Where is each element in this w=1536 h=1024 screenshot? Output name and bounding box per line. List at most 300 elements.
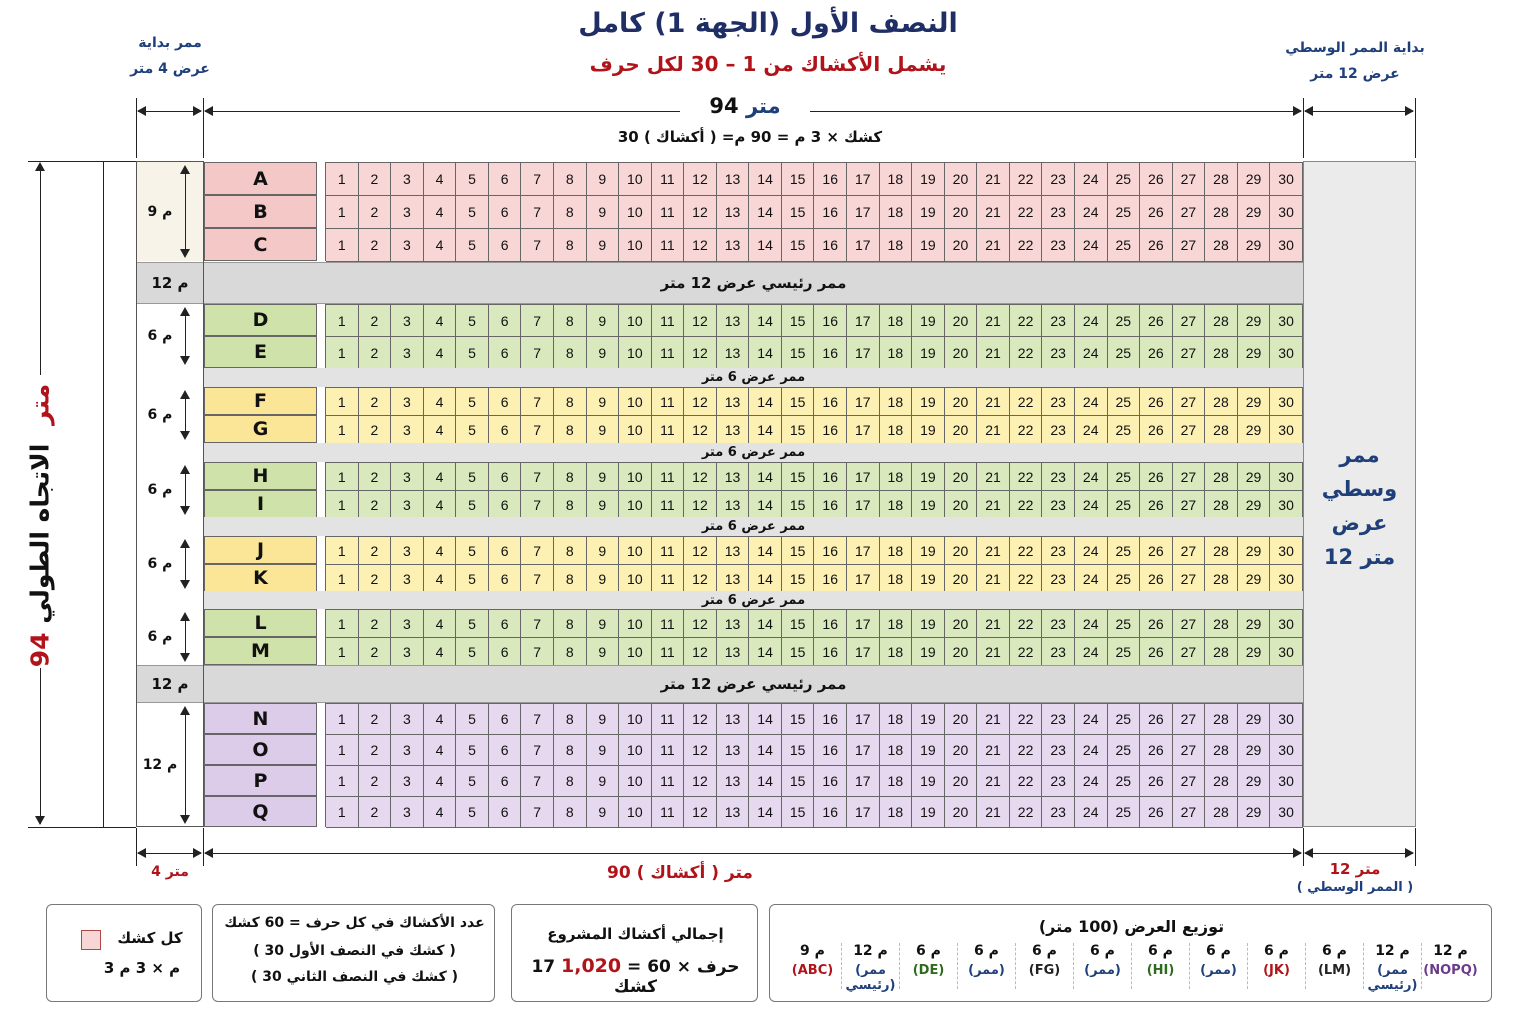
stall-Q-27[interactable]: 27: [1173, 797, 1206, 828]
stall-G-21[interactable]: 21: [977, 416, 1010, 444]
stall-G-22[interactable]: 22: [1010, 416, 1043, 444]
stall-A-20[interactable]: 20: [945, 163, 978, 196]
stall-G-6[interactable]: 6: [489, 416, 522, 444]
stall-O-11[interactable]: 11: [652, 735, 685, 766]
stall-C-5[interactable]: 5: [456, 229, 489, 262]
stall-J-12[interactable]: 12: [684, 537, 717, 565]
stall-Q-23[interactable]: 23: [1042, 797, 1075, 828]
stall-H-2[interactable]: 2: [359, 463, 392, 491]
stall-I-15[interactable]: 15: [782, 491, 815, 519]
stall-M-6[interactable]: 6: [489, 638, 522, 666]
stall-A-24[interactable]: 24: [1075, 163, 1108, 196]
stall-H-5[interactable]: 5: [456, 463, 489, 491]
stall-A-9[interactable]: 9: [587, 163, 620, 196]
stall-F-14[interactable]: 14: [749, 388, 782, 416]
stall-E-9[interactable]: 9: [587, 337, 620, 369]
stall-B-22[interactable]: 22: [1010, 196, 1043, 229]
stall-K-22[interactable]: 22: [1010, 565, 1043, 593]
stall-F-7[interactable]: 7: [521, 388, 554, 416]
stall-A-18[interactable]: 18: [880, 163, 913, 196]
stall-J-26[interactable]: 26: [1140, 537, 1173, 565]
stall-G-3[interactable]: 3: [391, 416, 424, 444]
stall-M-12[interactable]: 12: [684, 638, 717, 666]
stall-M-23[interactable]: 23: [1042, 638, 1075, 666]
stall-I-1[interactable]: 1: [326, 491, 359, 519]
stall-G-11[interactable]: 11: [652, 416, 685, 444]
stall-G-4[interactable]: 4: [424, 416, 457, 444]
stall-F-24[interactable]: 24: [1075, 388, 1108, 416]
stall-A-17[interactable]: 17: [847, 163, 880, 196]
stall-B-24[interactable]: 24: [1075, 196, 1108, 229]
stall-J-5[interactable]: 5: [456, 537, 489, 565]
stall-Q-5[interactable]: 5: [456, 797, 489, 828]
stall-A-21[interactable]: 21: [977, 163, 1010, 196]
stall-I-28[interactable]: 28: [1205, 491, 1238, 519]
stall-M-16[interactable]: 16: [814, 638, 847, 666]
stall-J-28[interactable]: 28: [1205, 537, 1238, 565]
stall-A-26[interactable]: 26: [1140, 163, 1173, 196]
stall-J-7[interactable]: 7: [521, 537, 554, 565]
stall-D-28[interactable]: 28: [1205, 305, 1238, 337]
stall-J-1[interactable]: 1: [326, 537, 359, 565]
stall-H-18[interactable]: 18: [880, 463, 913, 491]
stall-G-25[interactable]: 25: [1108, 416, 1141, 444]
stall-I-23[interactable]: 23: [1042, 491, 1075, 519]
stall-I-30[interactable]: 30: [1270, 491, 1303, 519]
stall-G-17[interactable]: 17: [847, 416, 880, 444]
stall-C-16[interactable]: 16: [814, 229, 847, 262]
stall-O-6[interactable]: 6: [489, 735, 522, 766]
stall-E-29[interactable]: 29: [1238, 337, 1271, 369]
stall-L-11[interactable]: 11: [652, 610, 685, 638]
stall-Q-21[interactable]: 21: [977, 797, 1010, 828]
stall-D-4[interactable]: 4: [424, 305, 457, 337]
stall-O-10[interactable]: 10: [619, 735, 652, 766]
stall-A-6[interactable]: 6: [489, 163, 522, 196]
stall-E-12[interactable]: 12: [684, 337, 717, 369]
stall-M-30[interactable]: 30: [1270, 638, 1303, 666]
stall-O-16[interactable]: 16: [814, 735, 847, 766]
stall-M-20[interactable]: 20: [945, 638, 978, 666]
stall-B-2[interactable]: 2: [359, 196, 392, 229]
stall-P-17[interactable]: 17: [847, 766, 880, 797]
stall-P-11[interactable]: 11: [652, 766, 685, 797]
stall-M-4[interactable]: 4: [424, 638, 457, 666]
stall-I-16[interactable]: 16: [814, 491, 847, 519]
stall-A-11[interactable]: 11: [652, 163, 685, 196]
stall-E-30[interactable]: 30: [1270, 337, 1303, 369]
stall-N-1[interactable]: 1: [326, 704, 359, 735]
stall-F-23[interactable]: 23: [1042, 388, 1075, 416]
stall-K-23[interactable]: 23: [1042, 565, 1075, 593]
stall-J-13[interactable]: 13: [717, 537, 750, 565]
stall-J-18[interactable]: 18: [880, 537, 913, 565]
stall-A-14[interactable]: 14: [749, 163, 782, 196]
stall-C-17[interactable]: 17: [847, 229, 880, 262]
stall-E-25[interactable]: 25: [1108, 337, 1141, 369]
stall-J-14[interactable]: 14: [749, 537, 782, 565]
stall-H-15[interactable]: 15: [782, 463, 815, 491]
stall-Q-30[interactable]: 30: [1270, 797, 1303, 828]
stall-D-24[interactable]: 24: [1075, 305, 1108, 337]
stall-E-10[interactable]: 10: [619, 337, 652, 369]
stall-B-3[interactable]: 3: [391, 196, 424, 229]
stall-G-16[interactable]: 16: [814, 416, 847, 444]
stall-K-26[interactable]: 26: [1140, 565, 1173, 593]
stall-Q-28[interactable]: 28: [1205, 797, 1238, 828]
stall-J-17[interactable]: 17: [847, 537, 880, 565]
stall-P-8[interactable]: 8: [554, 766, 587, 797]
stall-L-16[interactable]: 16: [814, 610, 847, 638]
stall-D-18[interactable]: 18: [880, 305, 913, 337]
stall-B-5[interactable]: 5: [456, 196, 489, 229]
stall-H-16[interactable]: 16: [814, 463, 847, 491]
stall-B-16[interactable]: 16: [814, 196, 847, 229]
stall-A-28[interactable]: 28: [1205, 163, 1238, 196]
stall-M-28[interactable]: 28: [1205, 638, 1238, 666]
stall-K-11[interactable]: 11: [652, 565, 685, 593]
stall-K-15[interactable]: 15: [782, 565, 815, 593]
stall-B-25[interactable]: 25: [1108, 196, 1141, 229]
stall-K-12[interactable]: 12: [684, 565, 717, 593]
stall-K-16[interactable]: 16: [814, 565, 847, 593]
stall-O-27[interactable]: 27: [1173, 735, 1206, 766]
stall-G-13[interactable]: 13: [717, 416, 750, 444]
stall-N-14[interactable]: 14: [749, 704, 782, 735]
stall-L-14[interactable]: 14: [749, 610, 782, 638]
stall-P-9[interactable]: 9: [587, 766, 620, 797]
stall-A-3[interactable]: 3: [391, 163, 424, 196]
stall-M-25[interactable]: 25: [1108, 638, 1141, 666]
stall-Q-10[interactable]: 10: [619, 797, 652, 828]
stall-D-10[interactable]: 10: [619, 305, 652, 337]
stall-B-18[interactable]: 18: [880, 196, 913, 229]
stall-J-20[interactable]: 20: [945, 537, 978, 565]
stall-J-10[interactable]: 10: [619, 537, 652, 565]
stall-J-27[interactable]: 27: [1173, 537, 1206, 565]
stall-N-27[interactable]: 27: [1173, 704, 1206, 735]
stall-C-12[interactable]: 12: [684, 229, 717, 262]
stall-B-15[interactable]: 15: [782, 196, 815, 229]
stall-L-23[interactable]: 23: [1042, 610, 1075, 638]
stall-M-8[interactable]: 8: [554, 638, 587, 666]
stall-I-3[interactable]: 3: [391, 491, 424, 519]
stall-P-12[interactable]: 12: [684, 766, 717, 797]
stall-L-17[interactable]: 17: [847, 610, 880, 638]
stall-A-1[interactable]: 1: [326, 163, 359, 196]
stall-N-25[interactable]: 25: [1108, 704, 1141, 735]
stall-K-28[interactable]: 28: [1205, 565, 1238, 593]
stall-K-13[interactable]: 13: [717, 565, 750, 593]
stall-Q-8[interactable]: 8: [554, 797, 587, 828]
stall-F-10[interactable]: 10: [619, 388, 652, 416]
stall-O-22[interactable]: 22: [1010, 735, 1043, 766]
stall-A-30[interactable]: 30: [1270, 163, 1303, 196]
stall-F-19[interactable]: 19: [912, 388, 945, 416]
stall-J-3[interactable]: 3: [391, 537, 424, 565]
stall-M-26[interactable]: 26: [1140, 638, 1173, 666]
stall-O-21[interactable]: 21: [977, 735, 1010, 766]
stall-G-23[interactable]: 23: [1042, 416, 1075, 444]
stall-C-27[interactable]: 27: [1173, 229, 1206, 262]
stall-P-2[interactable]: 2: [359, 766, 392, 797]
stall-D-13[interactable]: 13: [717, 305, 750, 337]
stall-N-8[interactable]: 8: [554, 704, 587, 735]
stall-Q-18[interactable]: 18: [880, 797, 913, 828]
stall-F-2[interactable]: 2: [359, 388, 392, 416]
stall-N-4[interactable]: 4: [424, 704, 457, 735]
stall-B-26[interactable]: 26: [1140, 196, 1173, 229]
stall-C-14[interactable]: 14: [749, 229, 782, 262]
stall-C-6[interactable]: 6: [489, 229, 522, 262]
stall-H-19[interactable]: 19: [912, 463, 945, 491]
stall-L-9[interactable]: 9: [587, 610, 620, 638]
stall-F-30[interactable]: 30: [1270, 388, 1303, 416]
stall-A-15[interactable]: 15: [782, 163, 815, 196]
stall-I-22[interactable]: 22: [1010, 491, 1043, 519]
stall-E-24[interactable]: 24: [1075, 337, 1108, 369]
stall-F-1[interactable]: 1: [326, 388, 359, 416]
stall-F-3[interactable]: 3: [391, 388, 424, 416]
stall-M-18[interactable]: 18: [880, 638, 913, 666]
stall-O-19[interactable]: 19: [912, 735, 945, 766]
stall-F-12[interactable]: 12: [684, 388, 717, 416]
stall-J-4[interactable]: 4: [424, 537, 457, 565]
stall-C-15[interactable]: 15: [782, 229, 815, 262]
stall-A-29[interactable]: 29: [1238, 163, 1271, 196]
stall-F-18[interactable]: 18: [880, 388, 913, 416]
stall-O-25[interactable]: 25: [1108, 735, 1141, 766]
stall-J-22[interactable]: 22: [1010, 537, 1043, 565]
stall-F-4[interactable]: 4: [424, 388, 457, 416]
stall-N-9[interactable]: 9: [587, 704, 620, 735]
stall-A-7[interactable]: 7: [521, 163, 554, 196]
stall-B-10[interactable]: 10: [619, 196, 652, 229]
stall-K-19[interactable]: 19: [912, 565, 945, 593]
stall-H-26[interactable]: 26: [1140, 463, 1173, 491]
stall-Q-20[interactable]: 20: [945, 797, 978, 828]
stall-P-27[interactable]: 27: [1173, 766, 1206, 797]
stall-K-18[interactable]: 18: [880, 565, 913, 593]
stall-B-17[interactable]: 17: [847, 196, 880, 229]
stall-I-25[interactable]: 25: [1108, 491, 1141, 519]
stall-M-15[interactable]: 15: [782, 638, 815, 666]
stall-B-6[interactable]: 6: [489, 196, 522, 229]
stall-P-23[interactable]: 23: [1042, 766, 1075, 797]
stall-L-15[interactable]: 15: [782, 610, 815, 638]
stall-I-26[interactable]: 26: [1140, 491, 1173, 519]
stall-G-14[interactable]: 14: [749, 416, 782, 444]
stall-L-21[interactable]: 21: [977, 610, 1010, 638]
stall-G-12[interactable]: 12: [684, 416, 717, 444]
stall-M-11[interactable]: 11: [652, 638, 685, 666]
stall-J-15[interactable]: 15: [782, 537, 815, 565]
stall-G-30[interactable]: 30: [1270, 416, 1303, 444]
stall-C-3[interactable]: 3: [391, 229, 424, 262]
stall-O-8[interactable]: 8: [554, 735, 587, 766]
stall-E-19[interactable]: 19: [912, 337, 945, 369]
stall-C-22[interactable]: 22: [1010, 229, 1043, 262]
stall-F-27[interactable]: 27: [1173, 388, 1206, 416]
stall-I-9[interactable]: 9: [587, 491, 620, 519]
stall-G-1[interactable]: 1: [326, 416, 359, 444]
stall-D-8[interactable]: 8: [554, 305, 587, 337]
stall-L-4[interactable]: 4: [424, 610, 457, 638]
stall-P-6[interactable]: 6: [489, 766, 522, 797]
stall-N-29[interactable]: 29: [1238, 704, 1271, 735]
stall-Q-25[interactable]: 25: [1108, 797, 1141, 828]
stall-H-9[interactable]: 9: [587, 463, 620, 491]
stall-O-28[interactable]: 28: [1205, 735, 1238, 766]
stall-F-20[interactable]: 20: [945, 388, 978, 416]
stall-P-4[interactable]: 4: [424, 766, 457, 797]
stall-L-26[interactable]: 26: [1140, 610, 1173, 638]
stall-G-8[interactable]: 8: [554, 416, 587, 444]
stall-D-12[interactable]: 12: [684, 305, 717, 337]
stall-P-28[interactable]: 28: [1205, 766, 1238, 797]
stall-C-11[interactable]: 11: [652, 229, 685, 262]
stall-C-4[interactable]: 4: [424, 229, 457, 262]
stall-P-22[interactable]: 22: [1010, 766, 1043, 797]
stall-J-25[interactable]: 25: [1108, 537, 1141, 565]
stall-A-12[interactable]: 12: [684, 163, 717, 196]
stall-I-21[interactable]: 21: [977, 491, 1010, 519]
stall-A-23[interactable]: 23: [1042, 163, 1075, 196]
stall-D-26[interactable]: 26: [1140, 305, 1173, 337]
stall-E-23[interactable]: 23: [1042, 337, 1075, 369]
stall-C-29[interactable]: 29: [1238, 229, 1271, 262]
stall-L-29[interactable]: 29: [1238, 610, 1271, 638]
stall-E-4[interactable]: 4: [424, 337, 457, 369]
stall-Q-4[interactable]: 4: [424, 797, 457, 828]
stall-M-21[interactable]: 21: [977, 638, 1010, 666]
stall-F-8[interactable]: 8: [554, 388, 587, 416]
stall-E-18[interactable]: 18: [880, 337, 913, 369]
stall-O-4[interactable]: 4: [424, 735, 457, 766]
stall-M-17[interactable]: 17: [847, 638, 880, 666]
stall-E-11[interactable]: 11: [652, 337, 685, 369]
stall-C-26[interactable]: 26: [1140, 229, 1173, 262]
stall-E-2[interactable]: 2: [359, 337, 392, 369]
stall-P-30[interactable]: 30: [1270, 766, 1303, 797]
stall-H-30[interactable]: 30: [1270, 463, 1303, 491]
stall-K-6[interactable]: 6: [489, 565, 522, 593]
stall-Q-2[interactable]: 2: [359, 797, 392, 828]
stall-E-21[interactable]: 21: [977, 337, 1010, 369]
stall-Q-19[interactable]: 19: [912, 797, 945, 828]
stall-H-13[interactable]: 13: [717, 463, 750, 491]
stall-D-14[interactable]: 14: [749, 305, 782, 337]
stall-P-19[interactable]: 19: [912, 766, 945, 797]
stall-N-2[interactable]: 2: [359, 704, 392, 735]
stall-F-15[interactable]: 15: [782, 388, 815, 416]
stall-B-4[interactable]: 4: [424, 196, 457, 229]
stall-D-25[interactable]: 25: [1108, 305, 1141, 337]
stall-Q-26[interactable]: 26: [1140, 797, 1173, 828]
stall-P-5[interactable]: 5: [456, 766, 489, 797]
stall-P-7[interactable]: 7: [521, 766, 554, 797]
stall-K-17[interactable]: 17: [847, 565, 880, 593]
stall-I-2[interactable]: 2: [359, 491, 392, 519]
stall-Q-29[interactable]: 29: [1238, 797, 1271, 828]
stall-C-30[interactable]: 30: [1270, 229, 1303, 262]
stall-G-19[interactable]: 19: [912, 416, 945, 444]
stall-H-1[interactable]: 1: [326, 463, 359, 491]
stall-B-13[interactable]: 13: [717, 196, 750, 229]
stall-J-29[interactable]: 29: [1238, 537, 1271, 565]
stall-E-26[interactable]: 26: [1140, 337, 1173, 369]
stall-L-28[interactable]: 28: [1205, 610, 1238, 638]
stall-Q-15[interactable]: 15: [782, 797, 815, 828]
stall-N-12[interactable]: 12: [684, 704, 717, 735]
stall-L-2[interactable]: 2: [359, 610, 392, 638]
stall-L-7[interactable]: 7: [521, 610, 554, 638]
stall-M-27[interactable]: 27: [1173, 638, 1206, 666]
stall-B-27[interactable]: 27: [1173, 196, 1206, 229]
stall-K-29[interactable]: 29: [1238, 565, 1271, 593]
stall-Q-9[interactable]: 9: [587, 797, 620, 828]
stall-I-7[interactable]: 7: [521, 491, 554, 519]
stall-I-11[interactable]: 11: [652, 491, 685, 519]
stall-P-16[interactable]: 16: [814, 766, 847, 797]
stall-C-24[interactable]: 24: [1075, 229, 1108, 262]
stall-N-18[interactable]: 18: [880, 704, 913, 735]
stall-C-1[interactable]: 1: [326, 229, 359, 262]
stall-K-1[interactable]: 1: [326, 565, 359, 593]
stall-C-20[interactable]: 20: [945, 229, 978, 262]
stall-I-13[interactable]: 13: [717, 491, 750, 519]
stall-A-5[interactable]: 5: [456, 163, 489, 196]
stall-P-20[interactable]: 20: [945, 766, 978, 797]
stall-H-29[interactable]: 29: [1238, 463, 1271, 491]
stall-N-22[interactable]: 22: [1010, 704, 1043, 735]
stall-N-5[interactable]: 5: [456, 704, 489, 735]
stall-N-26[interactable]: 26: [1140, 704, 1173, 735]
stall-D-30[interactable]: 30: [1270, 305, 1303, 337]
stall-A-19[interactable]: 19: [912, 163, 945, 196]
stall-D-5[interactable]: 5: [456, 305, 489, 337]
stall-N-20[interactable]: 20: [945, 704, 978, 735]
stall-J-2[interactable]: 2: [359, 537, 392, 565]
stall-C-23[interactable]: 23: [1042, 229, 1075, 262]
stall-D-17[interactable]: 17: [847, 305, 880, 337]
stall-D-9[interactable]: 9: [587, 305, 620, 337]
stall-M-13[interactable]: 13: [717, 638, 750, 666]
stall-O-13[interactable]: 13: [717, 735, 750, 766]
stall-N-15[interactable]: 15: [782, 704, 815, 735]
stall-F-28[interactable]: 28: [1205, 388, 1238, 416]
stall-O-1[interactable]: 1: [326, 735, 359, 766]
stall-J-16[interactable]: 16: [814, 537, 847, 565]
stall-L-5[interactable]: 5: [456, 610, 489, 638]
stall-B-29[interactable]: 29: [1238, 196, 1271, 229]
stall-F-6[interactable]: 6: [489, 388, 522, 416]
stall-H-6[interactable]: 6: [489, 463, 522, 491]
stall-A-8[interactable]: 8: [554, 163, 587, 196]
stall-B-23[interactable]: 23: [1042, 196, 1075, 229]
stall-O-23[interactable]: 23: [1042, 735, 1075, 766]
stall-Q-6[interactable]: 6: [489, 797, 522, 828]
stall-A-22[interactable]: 22: [1010, 163, 1043, 196]
stall-N-11[interactable]: 11: [652, 704, 685, 735]
stall-A-13[interactable]: 13: [717, 163, 750, 196]
stall-O-20[interactable]: 20: [945, 735, 978, 766]
stall-I-4[interactable]: 4: [424, 491, 457, 519]
stall-I-29[interactable]: 29: [1238, 491, 1271, 519]
stall-K-8[interactable]: 8: [554, 565, 587, 593]
stall-B-28[interactable]: 28: [1205, 196, 1238, 229]
stall-K-3[interactable]: 3: [391, 565, 424, 593]
